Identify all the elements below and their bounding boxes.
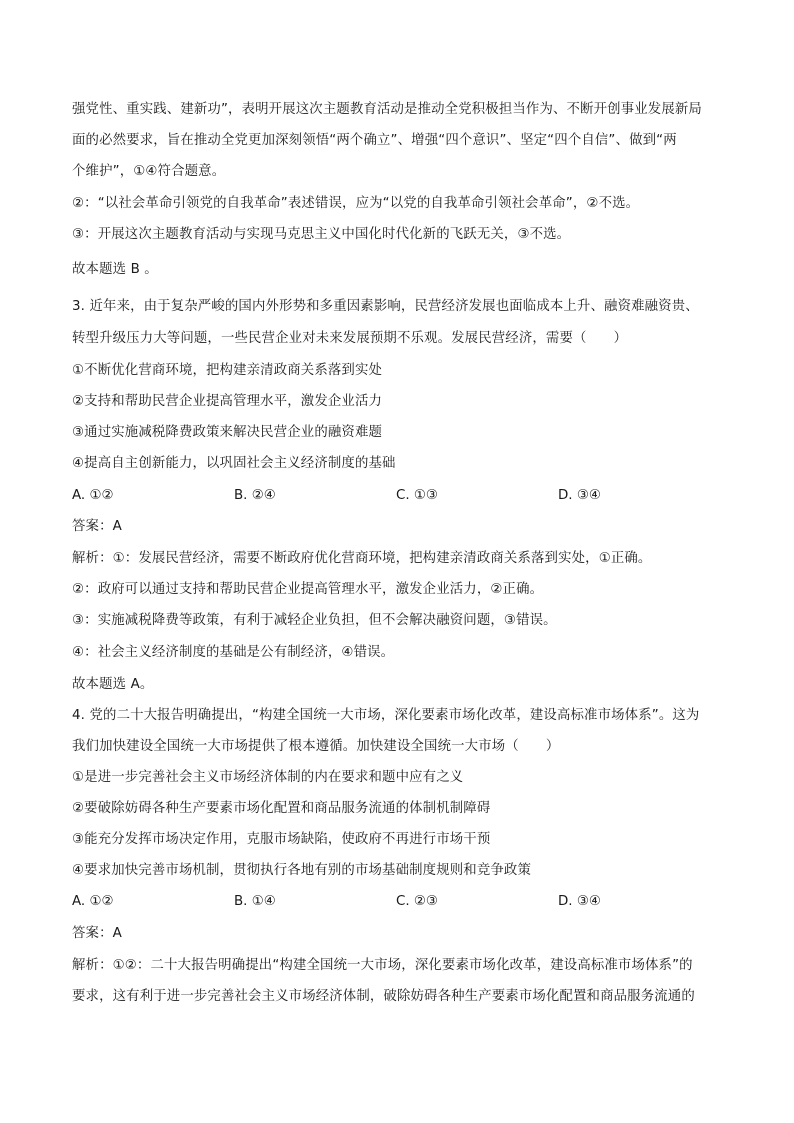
text-line: 个维护”，①④符合题意。 [72, 164, 226, 179]
question-3-statement: ④提高自主创新能力，以巩固社会主义经济制度的基础 [72, 456, 396, 471]
text-line: 面的必然要求，旨在推动全党更加深刻领悟“两个确立”、增强“四个意识”、坚定“四个自信”、做到“两 [72, 133, 677, 148]
question-4-stem: 我们加快建设全国统一大市场提供了根本遵循。加快建设全国统一大市场（ ） [72, 739, 560, 754]
analysis-line: ②：政府可以通过支持和帮助民营企业提高管理水平，激发企业活力，②正确。 [72, 582, 544, 597]
question-3-statement: ①不断优化营商环境，把构建亲清政商关系落到实处 [72, 363, 383, 378]
question-4-stem: 4. 党的二十大报告明确提出，“构建全国统一大市场，深化要素市场化改革，建设高标准市场体系”。这为 [72, 708, 700, 723]
question-3-statement: ③通过实施减税降费政策来解决民营企业的融资难题 [72, 425, 383, 440]
option-d: D. ③④ [558, 894, 601, 909]
analysis-line: 要求，这有利于进一步完善社会主义市场经济体制，破除妨碍各种生产要素市场化配置和商品服务流通的 [72, 989, 695, 1004]
analysis-line: ③：实施减税降费等政策，有利于减轻企业负担，但不会解决融资问题，③错误。 [72, 613, 557, 628]
question-3-stem: 转型升级压力大等问题，一些民营企业对未来发展预期不乐观。发展民营经济，需要（ ） [72, 331, 628, 346]
answer-line: 答案：A [72, 519, 122, 534]
text-line: 强党性、重实践、建新功”，表明开展这次主题教育活动是推动全党积极担当作为、不断开创事业发展新局 [72, 102, 702, 117]
question-3-stem: 3. 近年来，由于复杂严峻的国内外形势和多重因素影响，民营经济发展也面临成本上升、融资难融资贵、 [72, 299, 699, 314]
question-4-statement: ③能充分发挥市场决定作用，克服市场缺陷，使政府不再进行市场干预 [72, 832, 491, 847]
option-a: A. ①② [72, 488, 114, 503]
option-a: A. ①② [72, 894, 114, 909]
question-3-statement: ②支持和帮助民营企业提高管理水平，激发企业活力 [72, 394, 383, 409]
question-4-statement: ④要求加快完善市场机制，贯彻执行各地有别的市场基础制度规则和竞争政策 [72, 863, 531, 878]
analysis-line: 解析：①②：二十大报告明确提出“构建全国统一大市场，深化要素市场化改革，建设高标准市场体系”的 [72, 958, 693, 973]
option-c: C. ①③ [396, 488, 438, 503]
answer-conclusion: 故本题选 A。 [72, 677, 154, 692]
question-4-statement: ②要破除妨碍各种生产要素市场化配置和商品服务流通的体制机制障碍 [72, 801, 491, 816]
analysis-line: 解析：①：发展民营经济，需要不断政府优化营商环境，把构建亲清政商关系落到实处，①正确。 [72, 551, 652, 566]
analysis-line: ④：社会主义经济制度的基础是公有制经济，④错误。 [72, 645, 395, 660]
option-b: B. ①④ [234, 894, 276, 909]
option-b: B. ②④ [234, 488, 276, 503]
answer-conclusion: 故本题选 B 。 [72, 262, 158, 277]
text-line: ③：开展这次主题教育活动与实现马克思主义中国化时代化新的飞跃无关，③不选。 [72, 227, 571, 242]
text-line: ②：“以社会革命引领党的自我革命”表述错误，应为“以党的自我革命引领社会革命”，②不选。 [72, 196, 640, 211]
option-d: D. ③④ [558, 488, 601, 503]
question-4-statement: ①是进一步完善社会主义市场经济体制的内在要求和题中应有之义 [72, 770, 464, 785]
answer-line: 答案：A [72, 926, 122, 941]
option-c: C. ②③ [396, 894, 438, 909]
